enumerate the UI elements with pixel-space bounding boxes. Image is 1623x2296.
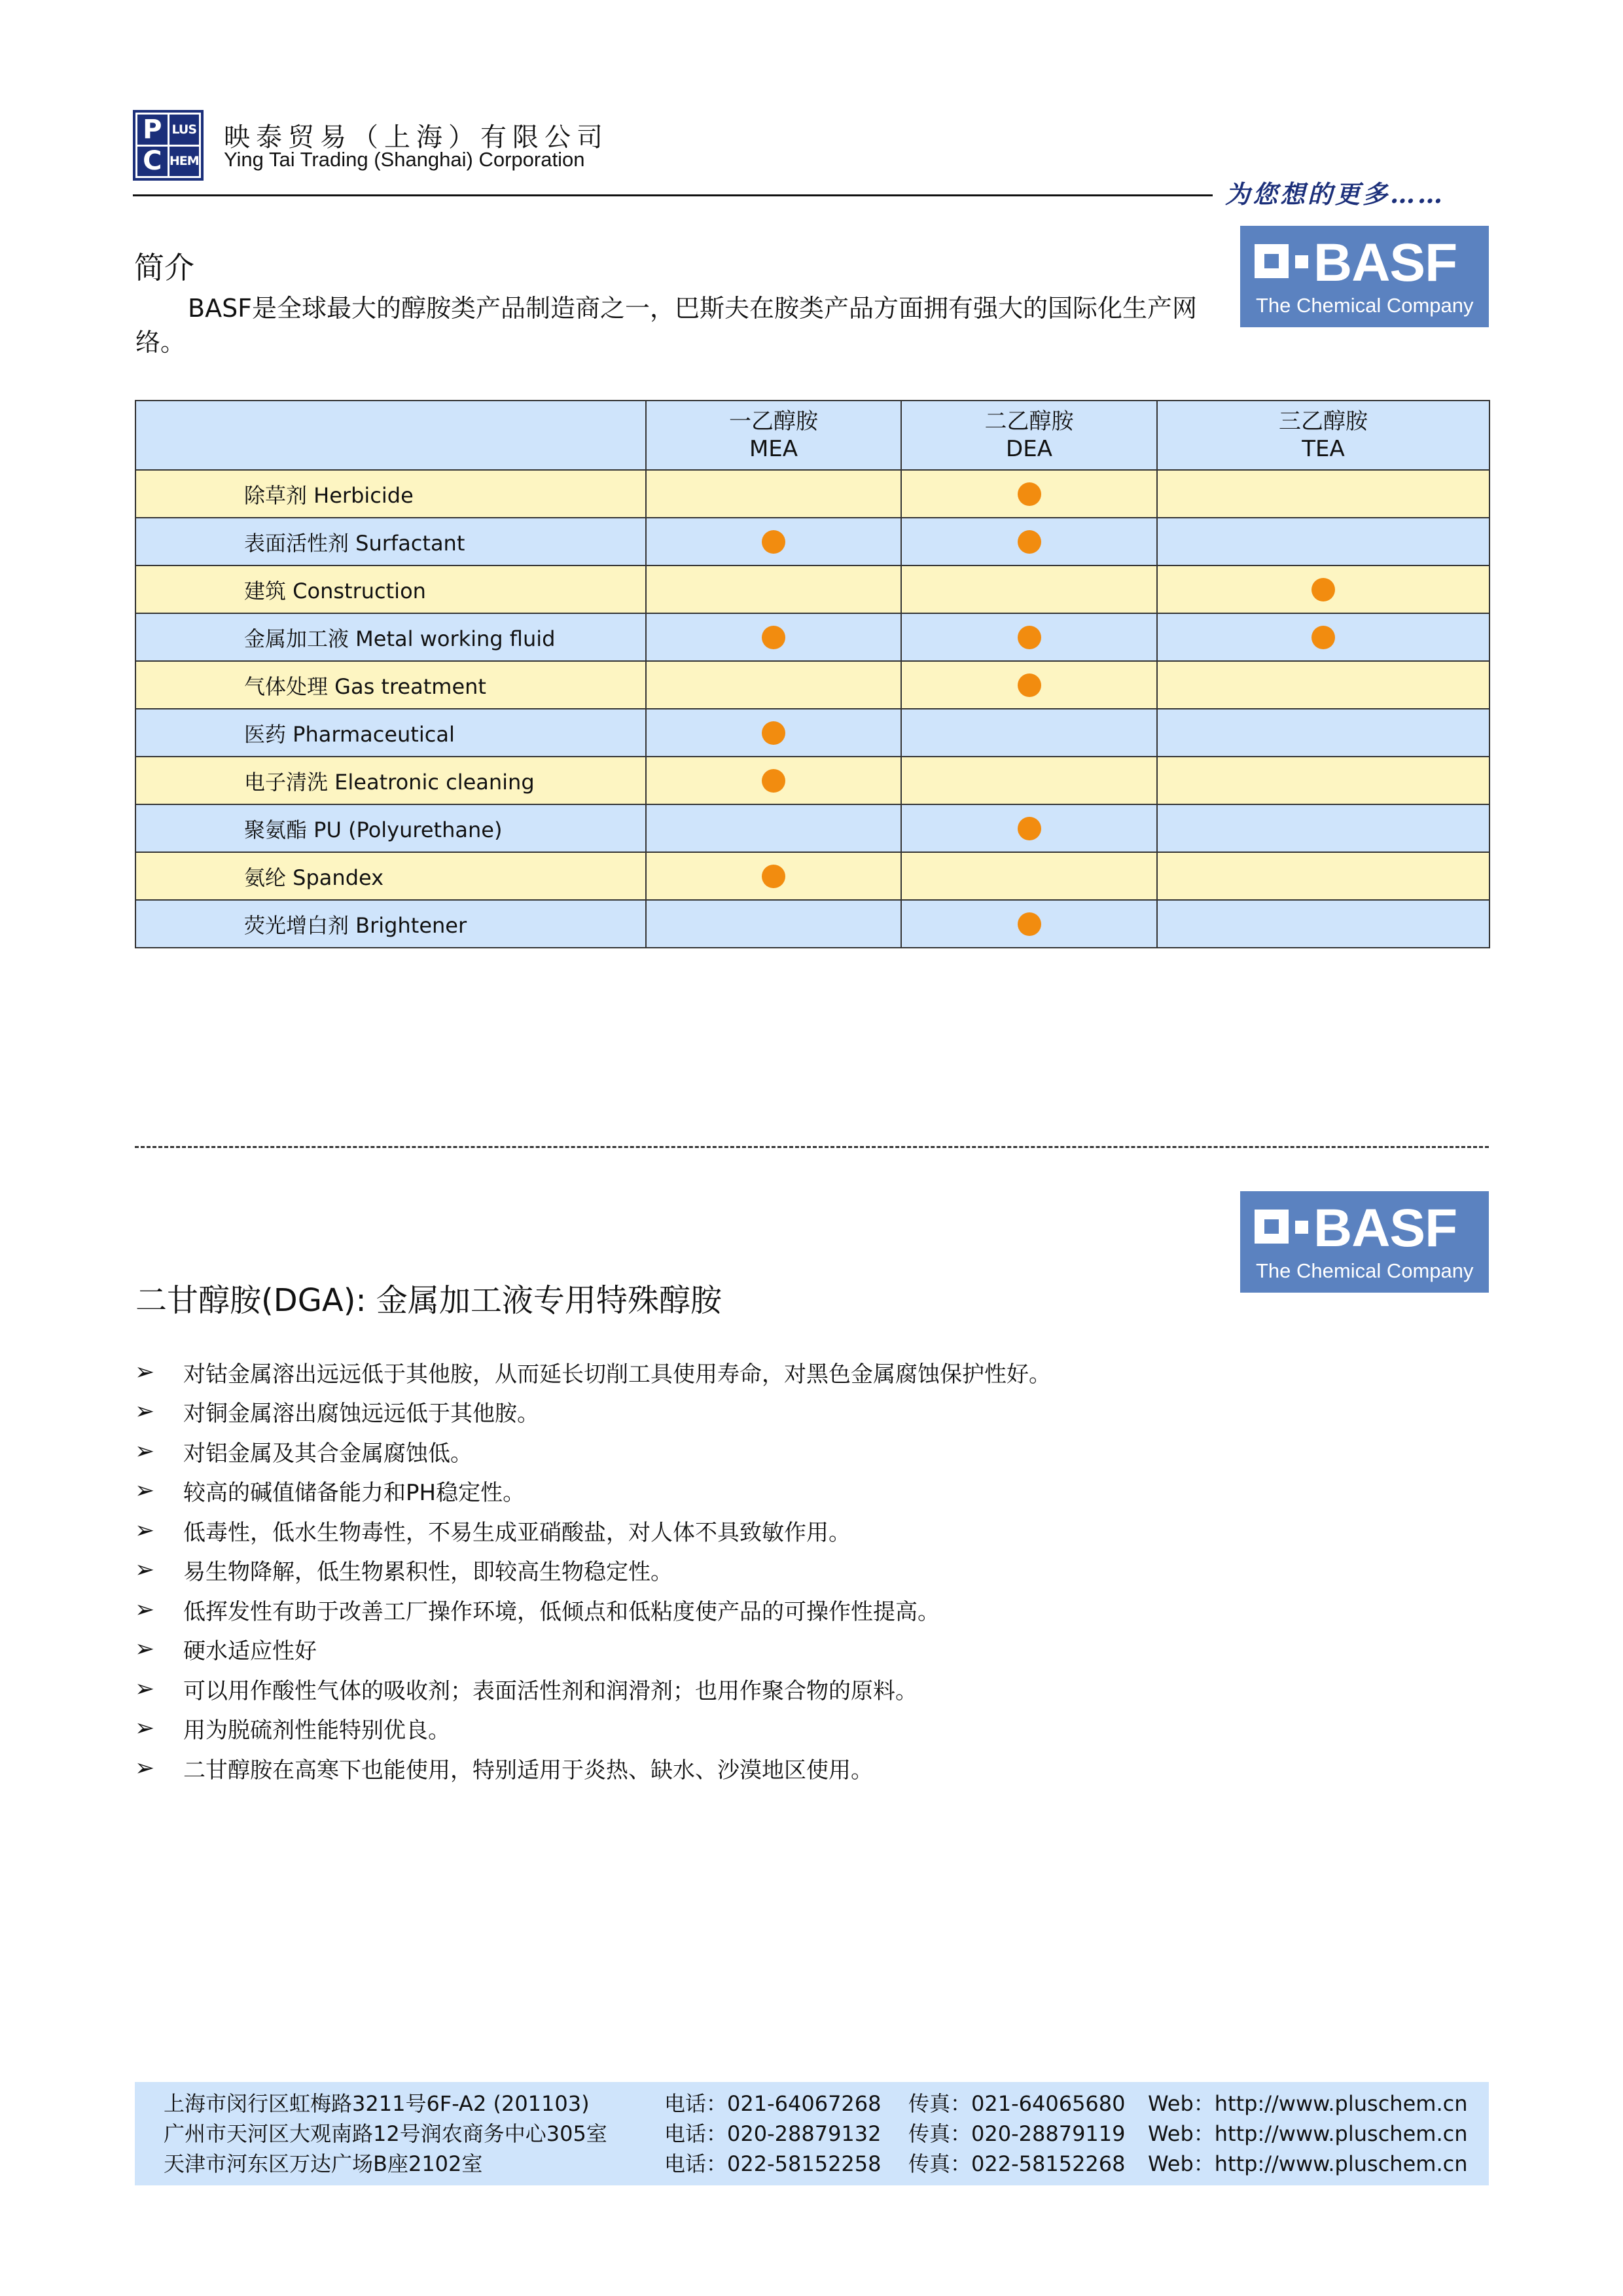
cell-mea (646, 757, 901, 804)
list-item (135, 1352, 1051, 1392)
list-item (135, 1709, 1051, 1749)
feature-text: 用为脱硫剂性能特别优良。 (183, 1717, 450, 1744)
cell-dea (901, 613, 1157, 661)
cell-tea (1157, 709, 1489, 757)
applicable-dot-icon (1018, 530, 1041, 554)
table-row (135, 852, 1489, 900)
office-web[interactable]: Web：http://www.pluschem.cn (1148, 2091, 1468, 2116)
feature-text: 对铜金属溶出腐蚀远远低于其他胺。 (183, 1401, 539, 1427)
office-fax: 传真：020-28879119 (908, 2121, 1126, 2146)
application-table (135, 400, 1490, 948)
feature-text: 对钴金属溶出远远低于其他胺，从而延长切削工具使用寿命，对黑色金属腐蚀保护性好。 (183, 1361, 1051, 1388)
feature-text: 可以用作酸性气体的吸收剂；表面活性剂和润滑剂；也用作聚合物的原料。 (183, 1677, 918, 1704)
logo-letter-p: P (137, 115, 168, 145)
cell-tea (1157, 470, 1489, 518)
table-row (135, 613, 1489, 661)
bullet-arrow-icon: ➢ (135, 1358, 155, 1386)
applicable-dot-icon (1018, 482, 1041, 506)
col-header-mea (646, 401, 901, 470)
list-item (135, 1392, 1051, 1432)
table-row (135, 565, 1489, 613)
cell-mea (646, 852, 901, 900)
slogan: 为您想的更多…… (1225, 179, 1446, 209)
list-item (135, 1669, 1051, 1709)
table-row (135, 518, 1489, 565)
table-row (135, 900, 1489, 948)
basf-tagline: The Chemical Company (1256, 294, 1474, 317)
cell-mea (646, 661, 901, 709)
applicable-dot-icon (762, 626, 785, 649)
col-header-en: TEA (1302, 436, 1345, 462)
bullet-arrow-icon: ➢ (135, 1675, 155, 1702)
col-header-en: MEA (749, 436, 798, 462)
company-name-cn: 映泰贸易（上海）有限公司 (224, 122, 609, 152)
cell-tea (1157, 613, 1489, 661)
cell-tea (1157, 565, 1489, 613)
office-address: 天津市河东区万达广场B座2102室 (164, 2151, 483, 2176)
cell-mea (646, 900, 901, 948)
application-label: 医药 Pharmaceutical (135, 709, 646, 757)
cell-mea (646, 470, 901, 518)
bullet-arrow-icon: ➢ (135, 1398, 155, 1426)
feature-text: 易生物降解，低生物累积性，即较高生物稳定性。 (183, 1559, 673, 1586)
feature-text: 较高的碱值储备能力和PH稳定性。 (183, 1480, 526, 1507)
applicable-dot-icon (762, 530, 785, 554)
cell-tea (1157, 804, 1489, 852)
dga-feature-list (135, 1352, 1051, 1788)
office-web[interactable]: Web：http://www.pluschem.cn (1148, 2151, 1468, 2176)
list-item (135, 1748, 1051, 1788)
cell-mea (646, 613, 901, 661)
application-label: 气体处理 Gas treatment (135, 661, 646, 709)
list-item (135, 1551, 1051, 1590)
basf-logo (1240, 1191, 1489, 1293)
cell-dea (901, 518, 1157, 565)
office-fax: 传真：022-58152268 (908, 2151, 1126, 2176)
applicable-dot-icon (762, 721, 785, 745)
bullet-arrow-icon: ➢ (135, 1516, 155, 1544)
basf-tagline: The Chemical Company (1256, 1259, 1474, 1282)
application-label: 荧光增白剂 Brightener (135, 900, 646, 948)
office-phone: 电话：021-64067268 (664, 2091, 882, 2116)
cell-tea (1157, 518, 1489, 565)
list-item (135, 1511, 1051, 1551)
bullet-arrow-icon: ➢ (135, 1437, 155, 1465)
col-header-en: DEA (1006, 436, 1052, 462)
list-item (135, 1590, 1051, 1630)
applicable-dot-icon (1311, 626, 1335, 649)
cell-dea (901, 565, 1157, 613)
cell-mea (646, 804, 901, 852)
office-phone: 电话：022-58152258 (664, 2151, 882, 2176)
basf-wordmark: BASF (1313, 1198, 1457, 1258)
cell-dea (901, 470, 1157, 518)
cell-mea (646, 518, 901, 565)
office-address: 广州市天河区大观南路12号润农商务中心305室 (164, 2121, 607, 2146)
feature-text: 对铝金属及其合金属腐蚀低。 (183, 1440, 473, 1467)
applicable-dot-icon (1018, 673, 1041, 697)
basf-logo (1240, 226, 1489, 327)
list-item (135, 1431, 1051, 1471)
cell-dea (901, 757, 1157, 804)
applicable-dot-icon (762, 865, 785, 888)
intro-text: BASF是全球最大的醇胺类产品制造商之一，巴斯夫在胺类产品方面拥有强大的国际化生产网络。 (135, 294, 1198, 357)
cell-tea (1157, 900, 1489, 948)
col-header-dea (901, 401, 1157, 470)
feature-text: 低挥发性有助于改善工厂操作环境，低倾点和低粘度使产品的可操作性提高。 (183, 1598, 940, 1625)
intro-title: 简介 (134, 250, 194, 285)
list-item (135, 1630, 1051, 1670)
feature-text: 二甘醇胺在高寒下也能使用，特别适用于炎热、缺水、沙漠地区使用。 (183, 1757, 873, 1784)
table-row (135, 661, 1489, 709)
applicable-dot-icon (1018, 912, 1041, 936)
col-header-cn: 二乙醇胺 (984, 408, 1074, 435)
basf-dot-icon (1295, 255, 1308, 268)
header-divider (133, 194, 1213, 196)
application-label: 金属加工液 Metal working fluid (135, 613, 646, 661)
col-header-cn: 三乙醇胺 (1279, 408, 1368, 435)
bullet-arrow-icon: ➢ (135, 1596, 155, 1623)
table-row (135, 470, 1489, 518)
application-label: 除草剂 Herbicide (135, 470, 646, 518)
cell-tea (1157, 661, 1489, 709)
application-label: 聚氨酯 PU (Polyurethane) (135, 804, 646, 852)
contact-footer (135, 2082, 1489, 2185)
cell-dea (901, 661, 1157, 709)
office-address: 上海市闵行区虹梅路3211号6F-A2 (201103) (164, 2091, 590, 2116)
list-item (135, 1471, 1051, 1511)
cell-tea (1157, 757, 1489, 804)
applicable-dot-icon (1018, 817, 1041, 840)
logo-letters-lus: LUS (169, 115, 200, 145)
col-header-cn: 一乙醇胺 (729, 408, 818, 435)
cell-mea (646, 565, 901, 613)
application-label: 表面活性剂 Surfactant (135, 518, 646, 565)
cell-tea (1157, 852, 1489, 900)
bullet-arrow-icon: ➢ (135, 1556, 155, 1584)
cell-dea (901, 804, 1157, 852)
bullet-arrow-icon: ➢ (135, 1715, 155, 1742)
applicable-dot-icon (1018, 626, 1041, 649)
cell-dea (901, 852, 1157, 900)
application-label: 氨纶 Spandex (135, 852, 646, 900)
basf-dot-icon (1295, 1221, 1308, 1234)
office-phone: 电话：020-28879132 (664, 2121, 882, 2146)
applicable-dot-icon (762, 769, 785, 793)
company-logo (133, 110, 204, 181)
table-row (135, 804, 1489, 852)
bullet-arrow-icon: ➢ (135, 1754, 155, 1782)
bullet-arrow-icon: ➢ (135, 1636, 155, 1663)
basf-wordmark: BASF (1313, 233, 1457, 293)
application-label: 电子清洗 Eleatronic cleaning (135, 757, 646, 804)
feature-text: 低毒性，低水生物毒性，不易生成亚硝酸盐，对人体不具致敏作用。 (183, 1519, 851, 1546)
dga-section-title: 二甘醇胺(DGA): 金属加工液专用特殊醇胺 (135, 1282, 722, 1319)
table-header-row (135, 401, 1489, 470)
logo-letter-c: C (137, 147, 168, 177)
feature-text: 硬水适应性好 (183, 1638, 317, 1665)
table-row (135, 757, 1489, 804)
col-header-tea (1157, 401, 1489, 470)
bullet-arrow-icon: ➢ (135, 1477, 155, 1505)
logo-letters-hem: HEM (169, 147, 200, 177)
application-label: 建筑 Construction (135, 565, 646, 613)
office-fax: 传真：021-64065680 (908, 2091, 1126, 2116)
cell-dea (901, 900, 1157, 948)
section-divider (135, 1146, 1489, 1148)
cell-dea (901, 709, 1157, 757)
company-name-en: Ying Tai Trading (Shanghai) Corporation (224, 148, 585, 171)
office-web[interactable]: Web：http://www.pluschem.cn (1148, 2121, 1468, 2146)
cell-mea (646, 709, 901, 757)
table-row (135, 709, 1489, 757)
header-blank-cell (135, 401, 646, 470)
applicable-dot-icon (1311, 578, 1335, 601)
